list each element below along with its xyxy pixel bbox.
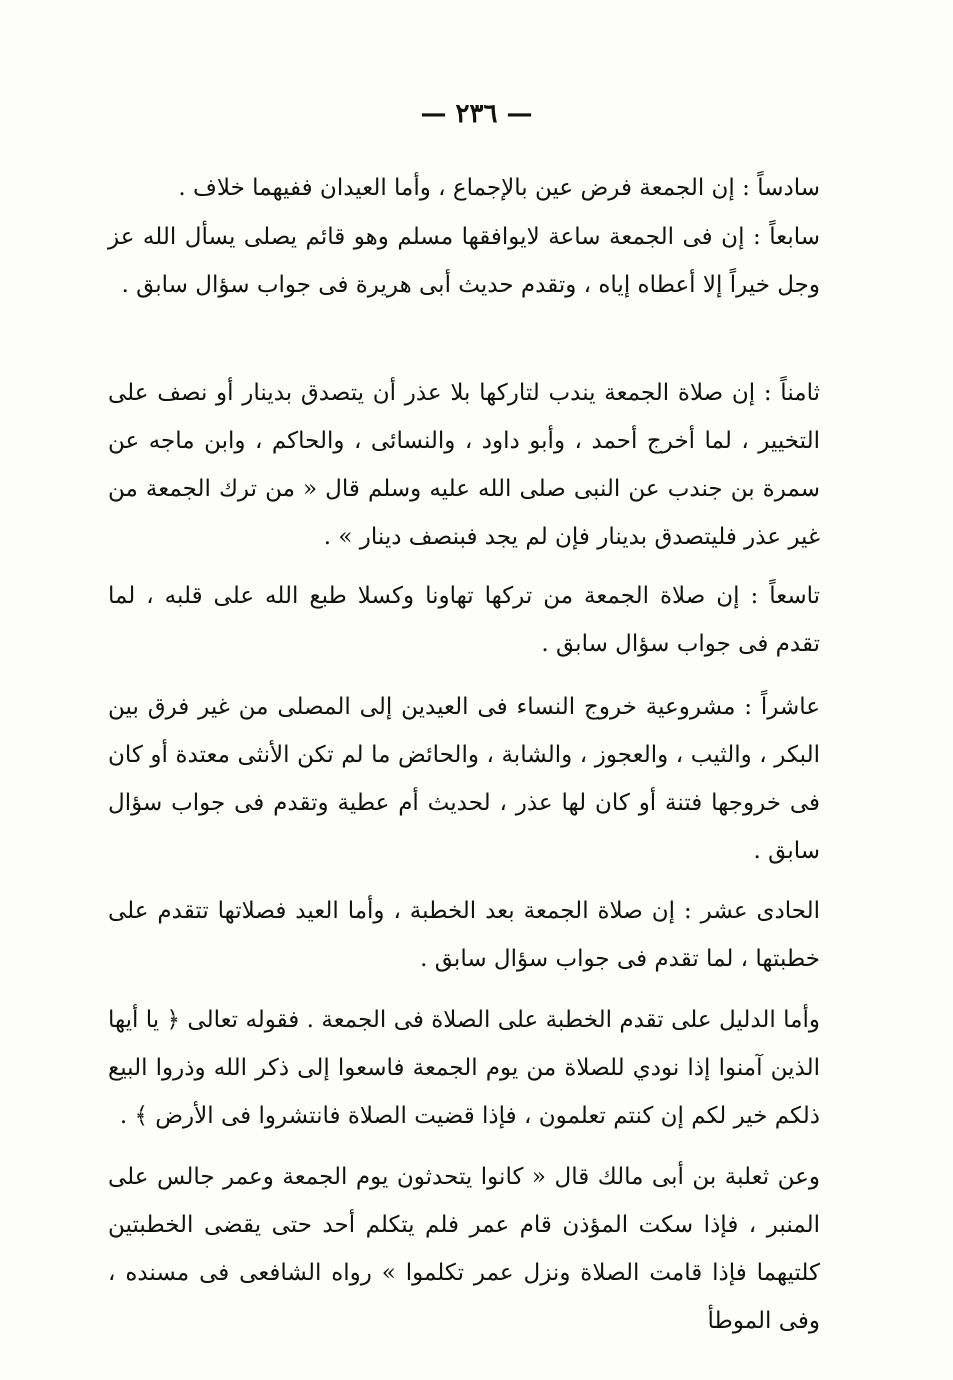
paragraph-ninth — [108, 572, 820, 668]
paragraph-seventh — [108, 213, 820, 309]
paragraph-eleventh — [108, 887, 820, 983]
paragraph-sixth — [108, 164, 820, 212]
paragraph-evidence — [108, 996, 820, 1140]
paragraph-text: تاسعاً : إن صلاة الجمعة من تركها تهاونا وكسلا طبع الله على قلبه ، لما تقدم فى جواب سؤال سابق . — [108, 583, 820, 657]
paragraph-text: وعن ثعلبة بن أبى مالك قال « كانوا يتحدثون يوم الجمعة وعمر جالس على المنبر ، فإذا سكت المؤذن قام عمر فلم يتكلم أحد حتى يقضى الخطبتين كلتيهما فإذا قامت الصلاة ونزل عمر تكلموا » رواه الشافعى فى مسنده ، وفى الموطأ — [108, 1164, 820, 1334]
page-number: — ٢٣٦ — — [420, 99, 533, 129]
paragraph-text: سادساً : إن الجمعة فرض عين بالإجماع ، وأما العيدان ففيهما خلاف . — [178, 175, 820, 201]
paragraph-text: عاشراً : مشروعية خروج النساء فى العيدين إلى المصلى من غير فرق بين البكر ، والثيب ، والعجوز ، والشابة ، والحائض ما لم تكن الأنثى معتدة أو كان فى خروجها فتنة أو كان لها عذر ، لحديث أم عطية وتقدم فى جواب سؤال سابق . — [108, 694, 820, 864]
paragraph-tenth — [108, 683, 820, 875]
paragraph-eighth — [108, 369, 820, 561]
paragraph-text: سابعاً : إن فى الجمعة ساعة لايوافقها مسلم وهو قائم يصلى يسأل الله عز وجل خيراً إلا أعطاه إياه ، وتقدم حديث أبى هريرة فى جواب سؤال سابق . — [108, 224, 820, 298]
paragraph-text: ثامناً : إن صلاة الجمعة يندب لتاركها بلا عذر أن يتصدق بدينار أو نصف على التخيير ، لما أخرج أحمد ، وأبو داود ، والنسائى ، والحاكم ، وابن ماجه عن سمرة بن جندب عن النبى صلى الله عليه وسلم قال « من ترك الجمعة من غير عذر فليتصدق بدينار فإن لم يجد فبنصف دينار » . — [108, 380, 820, 550]
paragraph-text: الحادى عشر : إن صلاة الجمعة بعد الخطبة ، وأما العيد فصلاتها تتقدم على خطبتها ، لما تقدم فى جواب سؤال سابق . — [108, 898, 820, 972]
paragraph-narration — [108, 1153, 820, 1345]
paragraph-text: وأما الدليل على تقدم الخطبة على الصلاة فى الجمعة . فقوله تعالى ﴿ يا أيها الذين آمنوا إذا نودي للصلاة من يوم الجمعة فاسعوا إلى ذكر الله وذروا البيع ذلكم خير لكم إن كنتم تعلمون ، فإذا قضيت الصلاة فانتشروا فى الأرض ﴾ . — [108, 1007, 820, 1129]
